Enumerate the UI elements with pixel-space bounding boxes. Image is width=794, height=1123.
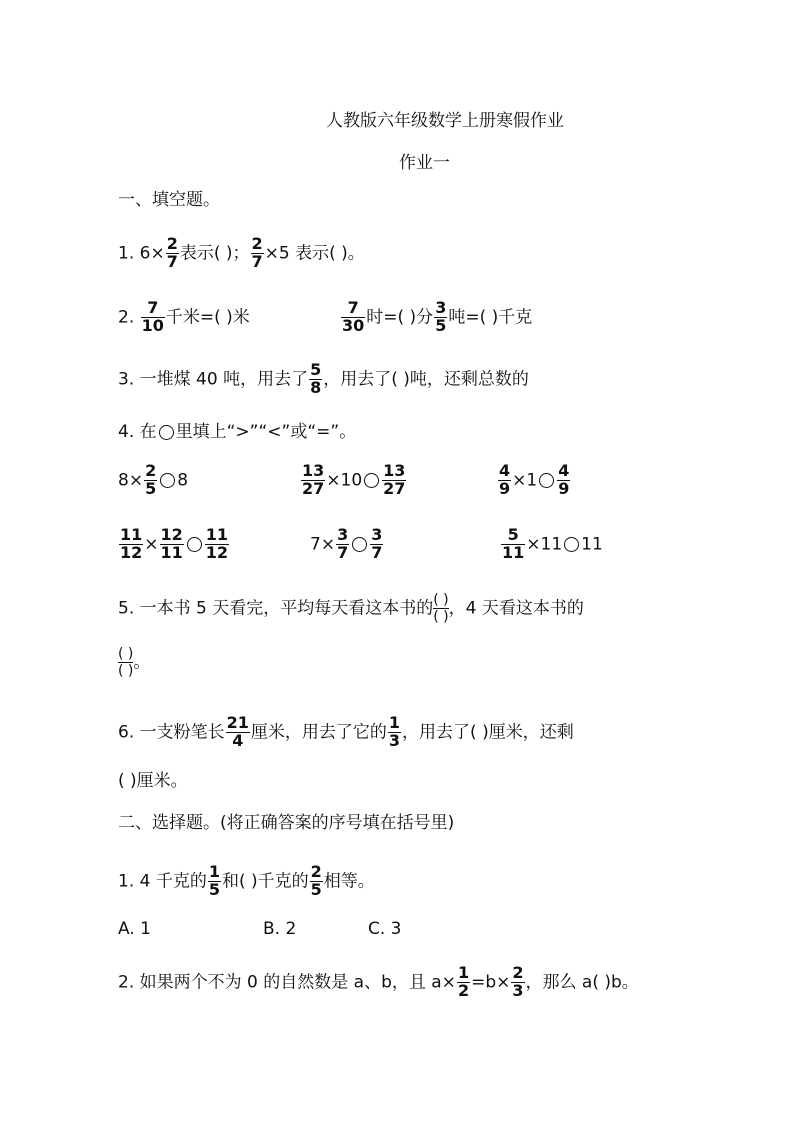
compare-circle[interactable]: [539, 473, 554, 488]
question-1-2-part2: [340, 300, 532, 335]
fraction: [557, 463, 570, 498]
fraction: [205, 527, 229, 562]
denominator: 12: [205, 542, 229, 562]
compare-circle[interactable]: [187, 537, 202, 552]
text: ×: [144, 534, 159, 555]
numerator: 21: [226, 713, 249, 732]
fraction: [166, 236, 179, 271]
compare-item: [118, 463, 188, 498]
numerator: 2: [166, 234, 178, 253]
text: 和( )千克的: [221, 871, 309, 892]
text: ，那么 a( )b。: [525, 972, 639, 993]
page-subtitle: 作业一: [399, 153, 450, 173]
question-1-5: [118, 592, 584, 625]
text: 7×: [310, 534, 336, 555]
option-b[interactable]: B. 2: [263, 919, 297, 939]
denominator: 3: [512, 980, 524, 1000]
text: 2. 如果两个不为 0 的自然数是 a、b，且 a×: [118, 972, 456, 993]
numerator: 4: [499, 461, 511, 480]
text: 11: [581, 534, 603, 555]
fraction: [119, 527, 143, 562]
numerator: 1: [388, 713, 401, 732]
denominator: 7: [166, 251, 178, 271]
fraction: [160, 527, 184, 562]
numerator: 13: [302, 461, 325, 480]
numerator: 7: [341, 300, 365, 318]
fraction: [309, 362, 322, 397]
fraction: [310, 864, 323, 899]
text: ×11: [526, 534, 563, 555]
fraction: [301, 463, 325, 498]
fraction: [457, 965, 470, 1000]
text: ×1: [512, 470, 538, 491]
denominator: 8: [310, 377, 322, 397]
fraction: [388, 715, 401, 750]
fraction: [511, 965, 524, 1000]
numerator: 5: [310, 360, 322, 379]
denominator: 10: [141, 315, 164, 335]
denominator: 11: [160, 542, 183, 562]
compare-circle[interactable]: [352, 537, 367, 552]
numerator: 1: [457, 963, 470, 982]
fraction: [434, 300, 447, 335]
denominator: 5: [435, 315, 447, 335]
text: 3. 一堆煤 40 吨，用去了: [118, 369, 309, 390]
fraction: [382, 463, 406, 498]
fraction: [226, 715, 250, 750]
question-1-3: [118, 362, 529, 397]
fraction: [370, 527, 383, 562]
question-2-1: [118, 864, 375, 899]
question-2-2: [118, 965, 639, 1000]
page-title: 人教版六年级数学上册寒假作业: [326, 111, 564, 131]
denominator: 2: [457, 980, 470, 1000]
text: ，4 天看这本书的: [448, 598, 584, 619]
numerator: 2: [251, 234, 263, 253]
numerator: 12: [160, 525, 183, 544]
denominator: 4: [232, 730, 244, 750]
denominator: 9: [499, 478, 511, 498]
text: 表示( )；: [179, 243, 250, 264]
text: 。: [133, 652, 151, 673]
text: 里填上“>”“<”或“=”。: [175, 422, 357, 442]
text: =b×: [471, 972, 511, 993]
denominator: 11: [502, 542, 525, 562]
text: 千米=( )米: [165, 307, 250, 328]
fraction: [336, 527, 349, 562]
denominator: 27: [302, 478, 325, 498]
circle-icon: [159, 425, 174, 440]
text: 1. 4 千克的: [118, 871, 207, 892]
denominator-blank[interactable]: ( ): [433, 609, 449, 626]
numerator-blank[interactable]: ( ): [118, 646, 134, 662]
denominator: 5: [145, 478, 157, 498]
numerator: 11: [120, 525, 143, 544]
numerator: 4: [558, 461, 570, 480]
denominator: 12: [120, 542, 143, 562]
section2-heading: 二、选择题。(将正确答案的序号填在括号里): [118, 813, 455, 833]
numerator: 2: [310, 862, 322, 881]
compare-item: [497, 463, 571, 498]
numerator-blank[interactable]: ( ): [433, 592, 449, 608]
question-1-6-cont: ( )厘米。: [118, 771, 188, 791]
denominator: 3: [388, 730, 401, 750]
text: ×5 表示( )。: [264, 243, 365, 264]
option-a[interactable]: A. 1: [118, 919, 151, 939]
denominator: 7: [337, 542, 349, 562]
fraction-blank[interactable]: [118, 646, 133, 679]
text: ，用去了( )吨，还剩总数的: [323, 369, 529, 390]
compare-item: [310, 527, 384, 562]
text: 2.: [118, 307, 140, 328]
denominator: 7: [251, 251, 263, 271]
text: 吨=( )千克: [448, 307, 533, 328]
text: 8×: [118, 470, 144, 491]
fraction: [144, 463, 157, 498]
fraction-blank[interactable]: [433, 592, 448, 625]
text: 厘米，用去了它的: [250, 722, 387, 743]
numerator: 3: [337, 525, 349, 544]
question-1-4: [118, 424, 356, 441]
text: ，用去了( )厘米，还剩: [402, 722, 574, 743]
denominator: 5: [208, 879, 220, 899]
fraction: [141, 300, 165, 335]
question-1-2: [118, 300, 250, 335]
fraction: [501, 527, 525, 562]
option-c[interactable]: C. 3: [368, 919, 402, 939]
compare-circle[interactable]: [160, 473, 175, 488]
section1-heading: 一、填空题。: [118, 190, 220, 210]
text: 1. 6×: [118, 243, 165, 264]
question-1-5-cont: [118, 646, 150, 679]
text: 5. 一本书 5 天看完，平均每天看这本书的: [118, 598, 434, 619]
question-1-6: [118, 715, 574, 750]
denominator: 9: [558, 478, 570, 498]
denominator: 30: [342, 315, 365, 335]
fraction: [341, 300, 365, 335]
text: 相等。: [323, 871, 375, 892]
compare-item: [500, 527, 603, 562]
text: 时=( )分: [366, 307, 434, 328]
fraction: [498, 463, 511, 498]
denominator: 27: [383, 478, 406, 498]
numerator: 13: [383, 461, 406, 480]
compare-item: [300, 463, 407, 498]
numerator: 7: [141, 300, 165, 318]
numerator: 3: [435, 298, 447, 317]
compare-circle[interactable]: [364, 473, 379, 488]
numerator: 5: [501, 527, 525, 545]
text: 6. 一支粉笔长: [118, 722, 225, 743]
compare-circle[interactable]: [564, 537, 579, 552]
text: 8: [177, 470, 189, 491]
text: 4. 在: [118, 422, 157, 442]
compare-item: [118, 527, 230, 562]
denominator-blank[interactable]: ( ): [118, 663, 134, 680]
numerator: 2: [512, 963, 524, 982]
fraction: [208, 864, 221, 899]
numerator: 3: [371, 525, 383, 544]
text: ×10: [326, 470, 363, 491]
fraction: [251, 236, 264, 271]
denominator: 7: [371, 542, 383, 562]
numerator: 1: [208, 862, 220, 881]
numerator: 2: [145, 461, 157, 480]
question-1-1: [118, 236, 365, 271]
numerator: 11: [205, 525, 229, 544]
denominator: 5: [310, 879, 322, 899]
